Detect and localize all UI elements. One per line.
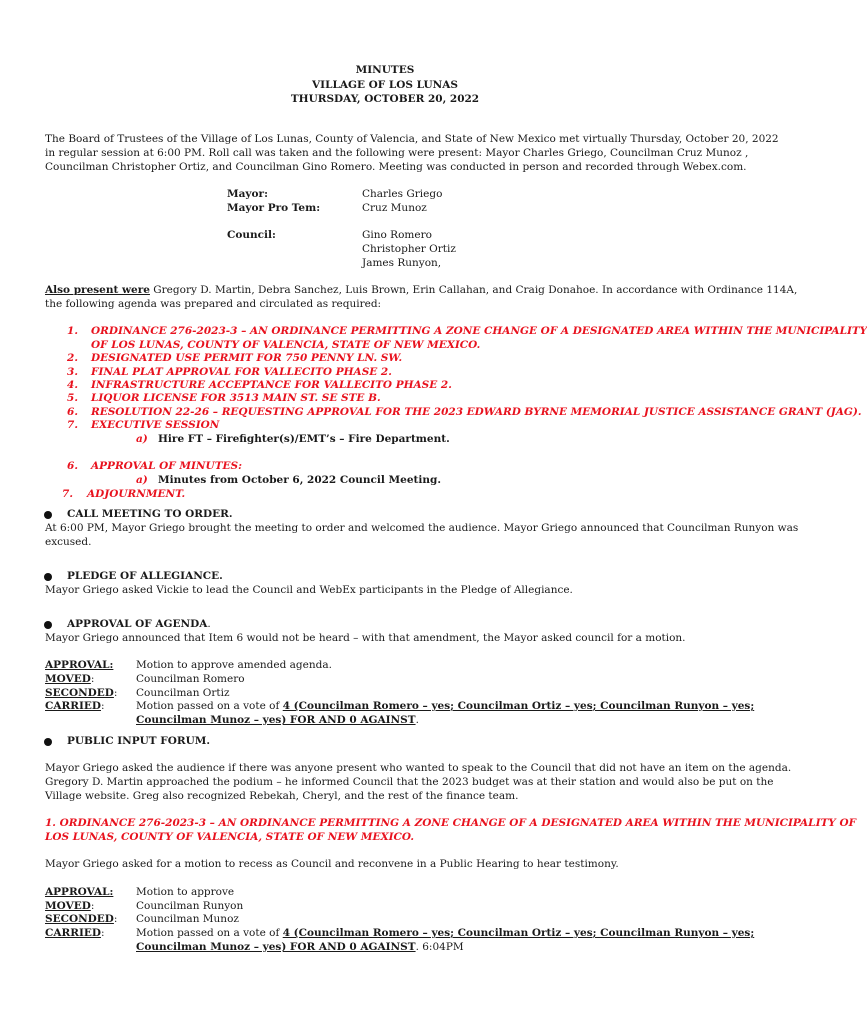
motion-label: CARRIED:: [45, 700, 105, 712]
motion-label: MOVED:: [45, 900, 95, 912]
bullet-icon: [44, 621, 52, 629]
agenda-item: INFRASTRUCTURE ACCEPTANCE FOR VALLECITO PHASE 2.: [91, 379, 452, 391]
motion-value: Councilman Munoz – yes) FOR AND 0 AGAINST.: [136, 714, 419, 726]
motion-label: SECONDED:: [45, 913, 118, 925]
roll-council-label: Council:: [227, 229, 276, 241]
also-present-line: Also present were Gregory D. Martin, Debra Sanchez, Luis Brown, Erin Callahan, and Craig Donahoe. In accordance with Ordinance 114A,: [45, 284, 798, 296]
exec-sub-letter: a): [136, 433, 148, 445]
item-heading: LOS LUNAS, COUNTY OF VALENCIA, STATE OF NEW MEXICO.: [45, 831, 415, 843]
section-heading: CALL MEETING TO ORDER.: [67, 508, 233, 520]
agenda-num: 2.: [67, 352, 78, 364]
intro-line: The Board of Trustees of the Village of Los Lunas, County of Valencia, and State of New Mexico met virtually Thursday, October 20, 2022: [45, 133, 779, 145]
bullet-icon: [44, 738, 52, 746]
agenda-num: 6.: [67, 406, 78, 418]
minutes-sub-text: Minutes from October 6, 2022 Council Meeting.: [158, 474, 442, 486]
roll-protem-label: Mayor Pro Tem:: [227, 202, 321, 214]
agenda-num: 7.: [62, 488, 73, 500]
also-present-line: the following agenda was prepared and circulated as required:: [45, 298, 382, 310]
title-date: THURSDAY, OCTOBER 20, 2022: [290, 93, 480, 105]
section-heading: PUBLIC INPUT FORUM.: [67, 735, 211, 747]
title-village: VILLAGE OF LOS LUNAS: [312, 79, 458, 91]
roll-protem-name: Cruz Munoz: [362, 202, 427, 214]
motion-value: Councilman Munoz: [136, 913, 239, 925]
motion-value: Councilman Ortiz: [136, 687, 230, 699]
body-line: Mayor Griego asked the audience if there was anyone present who wanted to speak to the Council that did not have an item on the agenda.: [45, 762, 792, 774]
agenda-item: RESOLUTION 22-26 – REQUESTING APPROVAL FOR THE 2023 EDWARD BYRNE MEMORIAL JUSTICE ASSISTANCE GRANT (JAG).: [91, 406, 862, 418]
body-line: At 6:00 PM, Mayor Griego brought the meeting to order and welcomed the audience. Mayor Griego announced that Councilman Runyon was: [45, 522, 799, 534]
agenda-item: ADJOURNMENT.: [87, 488, 186, 500]
agenda-num: 6.: [67, 460, 78, 472]
motion-value: Councilman Munoz – yes) FOR AND 0 AGAINST. 6:04PM: [136, 941, 464, 953]
motion-value: Motion passed on a vote of 4 (Councilman Romero – yes; Councilman Ortiz – yes; Councilman Runyon – yes;: [136, 700, 755, 712]
agenda-num: 5.: [67, 392, 78, 404]
section-heading: APPROVAL OF AGENDA.: [67, 618, 211, 630]
bullet-icon: [44, 511, 52, 519]
bullet-icon: [44, 573, 52, 581]
agenda-num: 1.: [67, 325, 78, 337]
roll-mayor-label: Mayor:: [227, 188, 268, 200]
intro-line: Councilman Christopher Ortiz, and Councilman Gino Romero. Meeting was conducted in person and recorded through Webex.com.: [45, 161, 747, 173]
roll-council-name: Gino Romero: [362, 229, 432, 241]
motion-value: Motion to approve: [136, 886, 235, 898]
body-line: Mayor Griego asked for a motion to recess as Council and reconvene in a Public Hearing to hear testimony.: [45, 858, 619, 870]
motion-label: APPROVAL:: [45, 886, 114, 898]
motion-value: Councilman Romero: [136, 673, 245, 685]
agenda-item: DESIGNATED USE PERMIT FOR 750 PENNY LN. SW.: [91, 352, 403, 364]
agenda-item: OF LOS LUNAS, COUNTY OF VALENCIA, STATE OF NEW MEXICO.: [91, 339, 481, 351]
also-present-label: Also present were: [45, 284, 150, 296]
exec-sub-text: Hire FT – Firefighter(s)/EMT’s – Fire Department.: [158, 433, 450, 445]
section-heading: PLEDGE OF ALLEGIANCE.: [67, 570, 223, 582]
agenda-item: ORDINANCE 276-2023-3 – AN ORDINANCE PERMITTING A ZONE CHANGE OF A DESIGNATED AREA WITHIN THE MUNICIPALITY: [91, 325, 867, 337]
body-line: Mayor Griego announced that Item 6 would not be heard – with that amendment, the Mayor asked council for a motion.: [45, 632, 686, 644]
motion-value: Motion passed on a vote of 4 (Councilman Romero – yes; Councilman Ortiz – yes; Councilman Runyon – yes;: [136, 927, 755, 939]
body-line: excused.: [45, 536, 92, 548]
roll-mayor-name: Charles Griego: [362, 188, 443, 200]
agenda-item: FINAL PLAT APPROVAL FOR VALLECITO PHASE 2.: [91, 366, 392, 378]
title-minutes: MINUTES: [355, 64, 415, 76]
agenda-num: 7.: [67, 419, 78, 431]
agenda-item: LIQUOR LICENSE FOR 3513 MAIN ST. SE STE B.: [91, 392, 381, 404]
agenda-item: APPROVAL OF MINUTES:: [91, 460, 242, 472]
agenda-num: 3.: [67, 366, 78, 378]
body-line: Village website. Greg also recognized Rebekah, Cheryl, and the rest of the finance team.: [45, 790, 519, 802]
roll-council-name: James Runyon,: [362, 257, 442, 269]
motion-label: APPROVAL:: [45, 659, 114, 671]
body-line: Mayor Griego asked Vickie to lead the Council and WebEx participants in the Pledge of Allegiance.: [45, 584, 573, 596]
motion-value: Councilman Runyon: [136, 900, 244, 912]
agenda-num: 4.: [67, 379, 78, 391]
item-heading: 1. ORDINANCE 276-2023-3 – AN ORDINANCE PERMITTING A ZONE CHANGE OF A DESIGNATED AREA WITHIN THE MUNICIPALITY OF: [45, 817, 857, 829]
motion-label: SECONDED:: [45, 687, 118, 699]
motion-label: CARRIED:: [45, 927, 105, 939]
body-line: Gregory D. Martin approached the podium – he informed Council that the 2023 budget was at their station and would also be put on the: [45, 776, 774, 788]
motion-label: MOVED:: [45, 673, 95, 685]
agenda-item: EXECUTIVE SESSION: [91, 419, 220, 431]
motion-value: Motion to approve amended agenda.: [136, 659, 332, 671]
roll-council-name: Christopher Ortiz: [362, 243, 456, 255]
intro-line: in regular session at 6:00 PM. Roll call was taken and the following were present: Mayor Charles Griego, Councilman Cruz Munoz ,: [45, 147, 749, 159]
minutes-sub-letter: a): [136, 474, 148, 486]
